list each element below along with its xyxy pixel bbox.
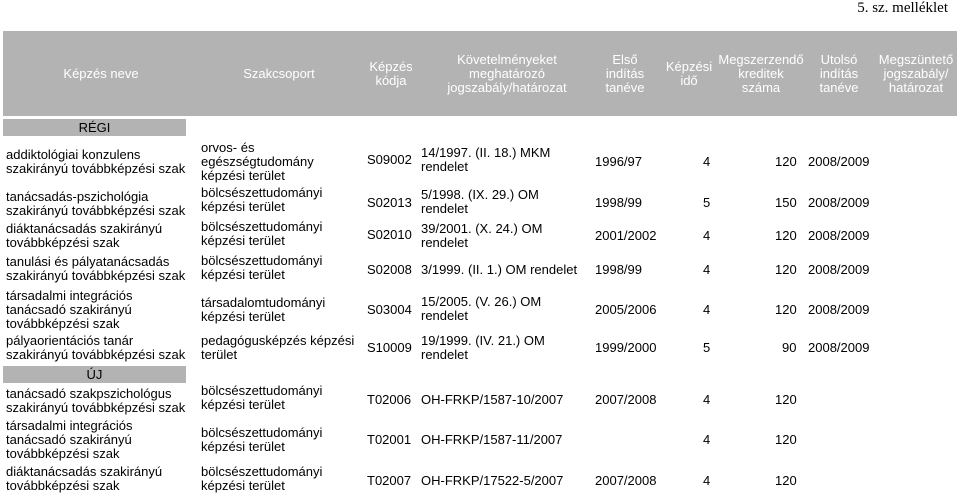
row-2-code: S02013 xyxy=(367,195,412,210)
header-regulation: Követelményeket meghatározó jogszabály/határozat xyxy=(447,51,567,95)
row-7-duration: 4 xyxy=(703,392,711,407)
row-4-credits: 120 xyxy=(775,262,797,277)
row-4-code: S02008 xyxy=(367,262,412,277)
row-7-code: T02006 xyxy=(367,392,412,407)
row-7-credits: 120 xyxy=(775,392,797,407)
row-3-duration: 4 xyxy=(703,228,711,243)
row-3-last-year: 2008/2009 xyxy=(808,228,870,243)
row-8-group: bölcsészettudományi képzési terület xyxy=(201,425,323,454)
header-code: Képzés kódja xyxy=(369,58,413,88)
row-7-group: bölcsészettudományi képzési terület xyxy=(201,383,323,412)
row-9-group: bölcsészettudományi képzési terület xyxy=(201,464,323,493)
row-5-regulation: 15/2005. (V. 26.) OM rendelet xyxy=(421,294,542,323)
row-1-name: addiktológiai konzulens szakirányú továbbképzési szak xyxy=(6,147,186,176)
row-9-regulation: OH-FRKP/17522-5/2007 xyxy=(421,473,564,488)
header-first-year: Első indítás tanéve xyxy=(605,51,645,95)
row-7-regulation: OH-FRKP/1587-10/2007 xyxy=(421,392,564,407)
header-credits: Megszerzendő kreditek száma xyxy=(718,51,804,95)
header-duration: Képzési idő xyxy=(665,58,713,88)
row-6-first-year: 1999/2000 xyxy=(595,340,657,355)
row-8-name: társadalmi integrációs tanácsadó szakirányú továbbképzési szak xyxy=(6,418,133,461)
table-header xyxy=(3,31,957,116)
row-5-credits: 120 xyxy=(775,302,797,317)
row-4-group: bölcsészettudományi képzési terület xyxy=(201,253,323,282)
row-1-regulation: 14/1997. (II. 18.) MKM rendelet xyxy=(421,145,551,174)
row-2-group: bölcsészettudományi képzési terület xyxy=(201,185,323,214)
row-5-duration: 4 xyxy=(703,302,711,317)
row-6-regulation: 19/1999. (IV. 21.) OM rendelet xyxy=(421,333,545,362)
row-9-code: T02007 xyxy=(367,473,412,488)
row-2-name: tanácsadás-pszichológia szakirányú továbbképzési szak xyxy=(6,189,186,218)
row-3-code: S02010 xyxy=(367,227,412,242)
row-2-first-year: 1998/99 xyxy=(595,195,642,210)
row-6-duration: 5 xyxy=(703,340,711,355)
row-6-group: pedagógusképzés képzési terület xyxy=(201,333,355,362)
row-3-regulation: 39/2001. (X. 24.) OM rendelet xyxy=(421,221,543,250)
row-9-name: diáktanácsadás szakirányú továbbképzési szak xyxy=(6,464,163,493)
row-4-last-year: 2008/2009 xyxy=(808,262,870,277)
row-2-duration: 5 xyxy=(703,195,711,210)
row-2-regulation: 5/1998. (IX. 29.) OM rendelet xyxy=(421,187,539,216)
row-2-credits: 150 xyxy=(775,195,797,210)
row-3-first-year: 2001/2002 xyxy=(595,228,657,243)
row-7-first-year: 2007/2008 xyxy=(595,392,657,407)
row-4-duration: 4 xyxy=(703,262,711,277)
header-name: Képzés neve xyxy=(63,65,139,81)
row-5-last-year: 2008/2009 xyxy=(808,302,870,317)
row-6-name: pályaorientációs tanár szakirányú továbbképzési szak xyxy=(6,333,186,362)
row-1-first-year: 1996/97 xyxy=(595,154,642,169)
row-3-credits: 120 xyxy=(775,228,797,243)
row-5-group: társadalomtudományi képzési terület xyxy=(201,295,326,324)
row-5-name: társadalmi integrációs tanácsadó szakirányú továbbképzési szak xyxy=(6,288,133,331)
row-8-duration: 4 xyxy=(703,432,711,447)
header-group: Szakcsoport xyxy=(243,65,315,81)
row-9-credits: 120 xyxy=(775,473,797,488)
header-abolishing: Megszüntető jogszabály/ határozat xyxy=(878,51,954,95)
row-1-code: S09002 xyxy=(367,152,412,167)
row-1-group: orvos- és egészségtudomány képzési terület xyxy=(201,140,314,183)
row-1-last-year: 2008/2009 xyxy=(808,154,870,169)
row-6-code: S10009 xyxy=(367,340,412,355)
section-old: RÉGI xyxy=(3,119,186,136)
annex-label: 5. sz. melléklet xyxy=(857,0,948,16)
row-2-last-year: 2008/2009 xyxy=(808,195,870,210)
header-last-year: Utolsó indítás tanéve xyxy=(819,51,859,95)
row-8-credits: 120 xyxy=(775,432,797,447)
row-4-regulation: 3/1999. (II. 1.) OM rendelet xyxy=(421,262,578,277)
row-6-credits: 90 xyxy=(782,340,797,355)
row-1-credits: 120 xyxy=(775,154,797,169)
row-8-code: T02001 xyxy=(367,432,412,447)
row-9-duration: 4 xyxy=(703,473,711,488)
row-7-name: tanácsadó szakpszichológus szakirányú továbbképzési szak xyxy=(6,386,186,415)
row-5-first-year: 2005/2006 xyxy=(595,302,657,317)
row-3-name: diáktanácsadás szakirányú továbbképzési szak xyxy=(6,221,163,250)
row-4-first-year: 1998/99 xyxy=(595,262,642,277)
section-new: ÚJ xyxy=(3,366,186,383)
row-8-regulation: OH-FRKP/1587-11/2007 xyxy=(421,432,563,447)
row-3-group: bölcsészettudományi képzési terület xyxy=(201,219,323,248)
row-6-last-year: 2008/2009 xyxy=(808,340,870,355)
row-5-code: S03004 xyxy=(367,302,412,317)
row-9-first-year: 2007/2008 xyxy=(595,473,657,488)
row-4-name: tanulási és pályatanácsadás szakirányú továbbképzési szak xyxy=(6,254,186,283)
row-1-duration: 4 xyxy=(703,154,711,169)
